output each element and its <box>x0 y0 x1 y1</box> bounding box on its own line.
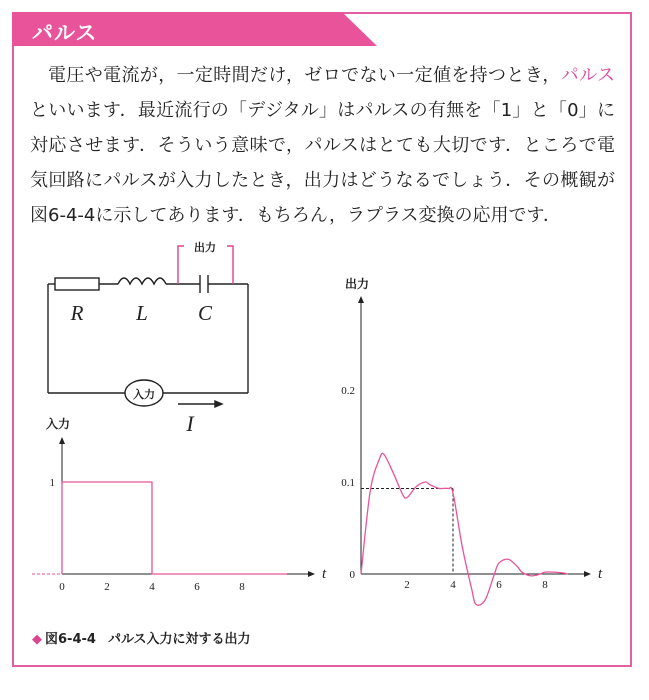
input-x-tick-label: 0 <box>59 581 65 593</box>
output-x-tick-label: 8 <box>542 579 548 591</box>
source-label: 入力 <box>133 388 155 401</box>
output-y-tick-label: 0.1 <box>341 477 355 489</box>
input-series <box>32 482 287 574</box>
output-x-tick-label: 4 <box>450 579 456 591</box>
figure-caption <box>32 628 251 647</box>
input-x-tick-label: 4 <box>149 581 155 593</box>
current-label: I <box>186 411 194 436</box>
input-pulse-line <box>62 482 287 574</box>
current-arrow-head <box>215 401 222 407</box>
caption-text: パルス入力に対する出力 <box>107 632 251 647</box>
output-chart <box>341 276 603 605</box>
input-x-tick-label: 8 <box>239 581 245 593</box>
resistor-symbol <box>55 278 99 290</box>
caption-diamond-icon: ◆ <box>32 632 42 647</box>
input-y-arrow <box>59 437 65 444</box>
output-x-label: t <box>598 566 603 582</box>
input-x-label: t <box>322 566 327 582</box>
output-y-tick-label: 0.2 <box>341 385 355 397</box>
inductor-label: L <box>136 301 148 325</box>
output-x-ticks <box>404 579 548 591</box>
output-label: 出力 <box>194 241 216 254</box>
input-y-tick-label: 1 <box>49 477 55 489</box>
output-series <box>361 453 568 605</box>
input-chart <box>32 416 327 593</box>
capacitor-label: C <box>197 301 213 325</box>
caption-label: 図6-4-4 <box>45 632 96 647</box>
input-x-tick-label: 6 <box>194 581 200 593</box>
input-y-label: 入力 <box>45 417 71 431</box>
output-x-tick-label: 6 <box>496 579 502 591</box>
input-y-ticks <box>50 477 56 489</box>
output-response-line <box>361 453 568 605</box>
section-title: パルス <box>32 21 98 45</box>
input-x-arrow <box>308 571 315 577</box>
output-y-ticks <box>341 385 355 581</box>
input-x-ticks <box>59 581 245 593</box>
output-y-tick-label: 0 <box>349 569 355 581</box>
text-segment-1: 電圧や電流が，一定時間だけ，ゼロでない一定値を持つとき， <box>48 65 561 86</box>
output-x-arrow <box>584 571 591 577</box>
inductor-symbol <box>118 278 166 284</box>
output-y-label: 出力 <box>344 277 370 291</box>
highlight-term: パルス <box>560 65 615 86</box>
output-y-arrow <box>358 296 364 303</box>
resistor-label: R <box>70 301 84 325</box>
input-x-tick-label: 2 <box>104 581 110 593</box>
output-reference <box>361 488 453 574</box>
output-x-tick-label: 2 <box>404 579 410 591</box>
text-segment-3: といいます．最近流行の「デジタル」はパルスの有無を「1」と「0」に対応させます．そういう意味で，パルスはとても大切です．ところで電気回路にパルスが入力したとき，出力はどうなるでしょう．その概観が図6-4-4に示してあります．もちろん，ラプラス変換の応用です． <box>30 100 615 226</box>
